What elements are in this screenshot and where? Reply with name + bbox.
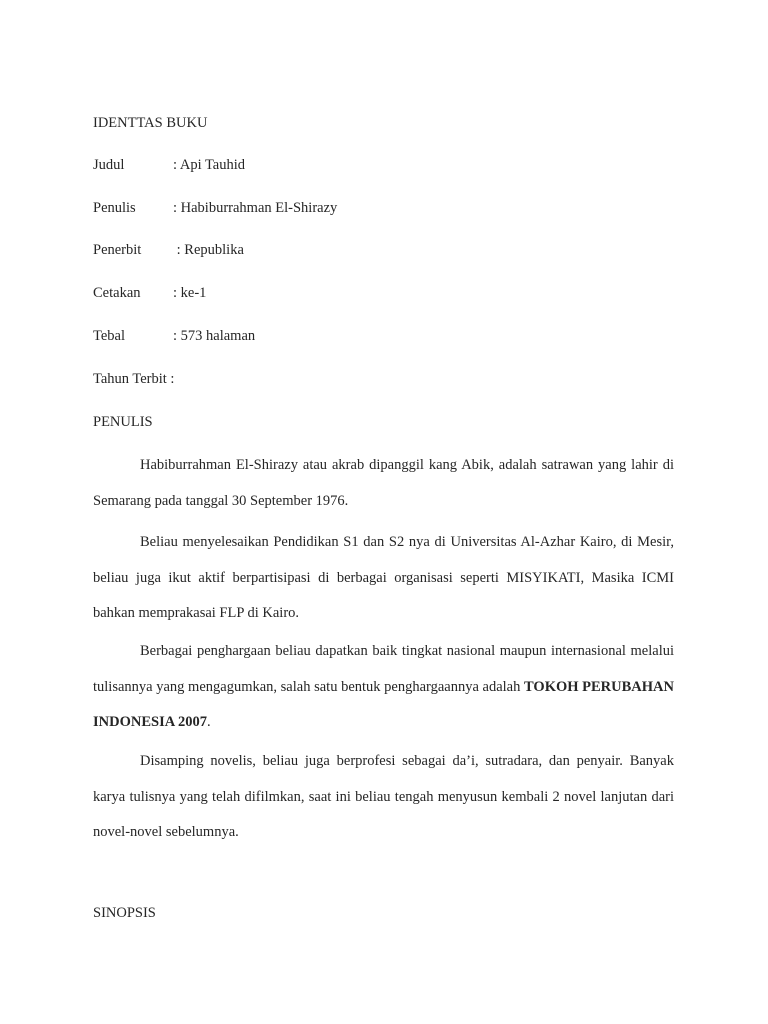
- field-penulis: [93, 200, 337, 217]
- field-label: Judul: [93, 157, 125, 173]
- field-label: Cetakan: [93, 285, 141, 301]
- paragraph-end: .: [207, 714, 211, 730]
- field-value: : Republika: [173, 242, 244, 258]
- document-page: [93, 0, 674, 1024]
- tahun-terbit: Tahun Terbit :: [93, 371, 175, 387]
- field-label: Penulis: [93, 200, 136, 216]
- field-value: : Habiburrahman El-Shirazy: [173, 200, 338, 216]
- field-value: : 573 halaman: [173, 328, 256, 344]
- field-penerbit: [93, 242, 244, 259]
- penulis-paragraph-4: Disamping novelis, beliau juga berprofesi sebagai da’i, sutradara, dan penyair. Banyak karya tulisnya yang telah difilmkan, saat ini beliau tengah menyusun kembali 2 novel lanjutan dari novel-novel sebelumnya.: [93, 753, 674, 840]
- field-value: : Api Tauhid: [173, 157, 246, 173]
- penulis-heading: PENULIS: [93, 414, 153, 430]
- field-cetakan: [93, 285, 206, 302]
- paragraph-text: Berbagai penghargaan beliau dapatkan baik tingkat nasional maupun internasional melalui tulisannya yang mengagumkan, salah satu bentuk penghargaannya adalah: [93, 643, 674, 695]
- field-label: Tebal: [93, 328, 125, 344]
- award-name: TOKOH PERUBAHAN INDONESIA 2007: [93, 678, 674, 730]
- identitas-heading: IDENTTAS BUKU: [93, 115, 208, 131]
- field-tebal: [93, 328, 255, 345]
- field-value: : ke-1: [173, 285, 207, 301]
- penulis-paragraph-2: Beliau menyelesaikan Pendidikan S1 dan S2 nya di Universitas Al-Azhar Kairo, di Mesir, beliau juga ikut aktif berpartisipasi di berbagai organisasi seperti MISYIKATI, Masika ICMI bahkan memprakasai FLP di Kairo.: [93, 534, 674, 621]
- field-judul: [93, 157, 245, 174]
- field-label: Penerbit: [93, 242, 142, 258]
- sinopsis-heading: SINOPSIS: [93, 905, 156, 921]
- penulis-paragraph-1: Habiburrahman El-Shirazy atau akrab dipanggil kang Abik, adalah satrawan yang lahir di Semarang pada tanggal 30 September 1976.: [93, 457, 674, 509]
- penulis-paragraph-3: [93, 634, 674, 741]
